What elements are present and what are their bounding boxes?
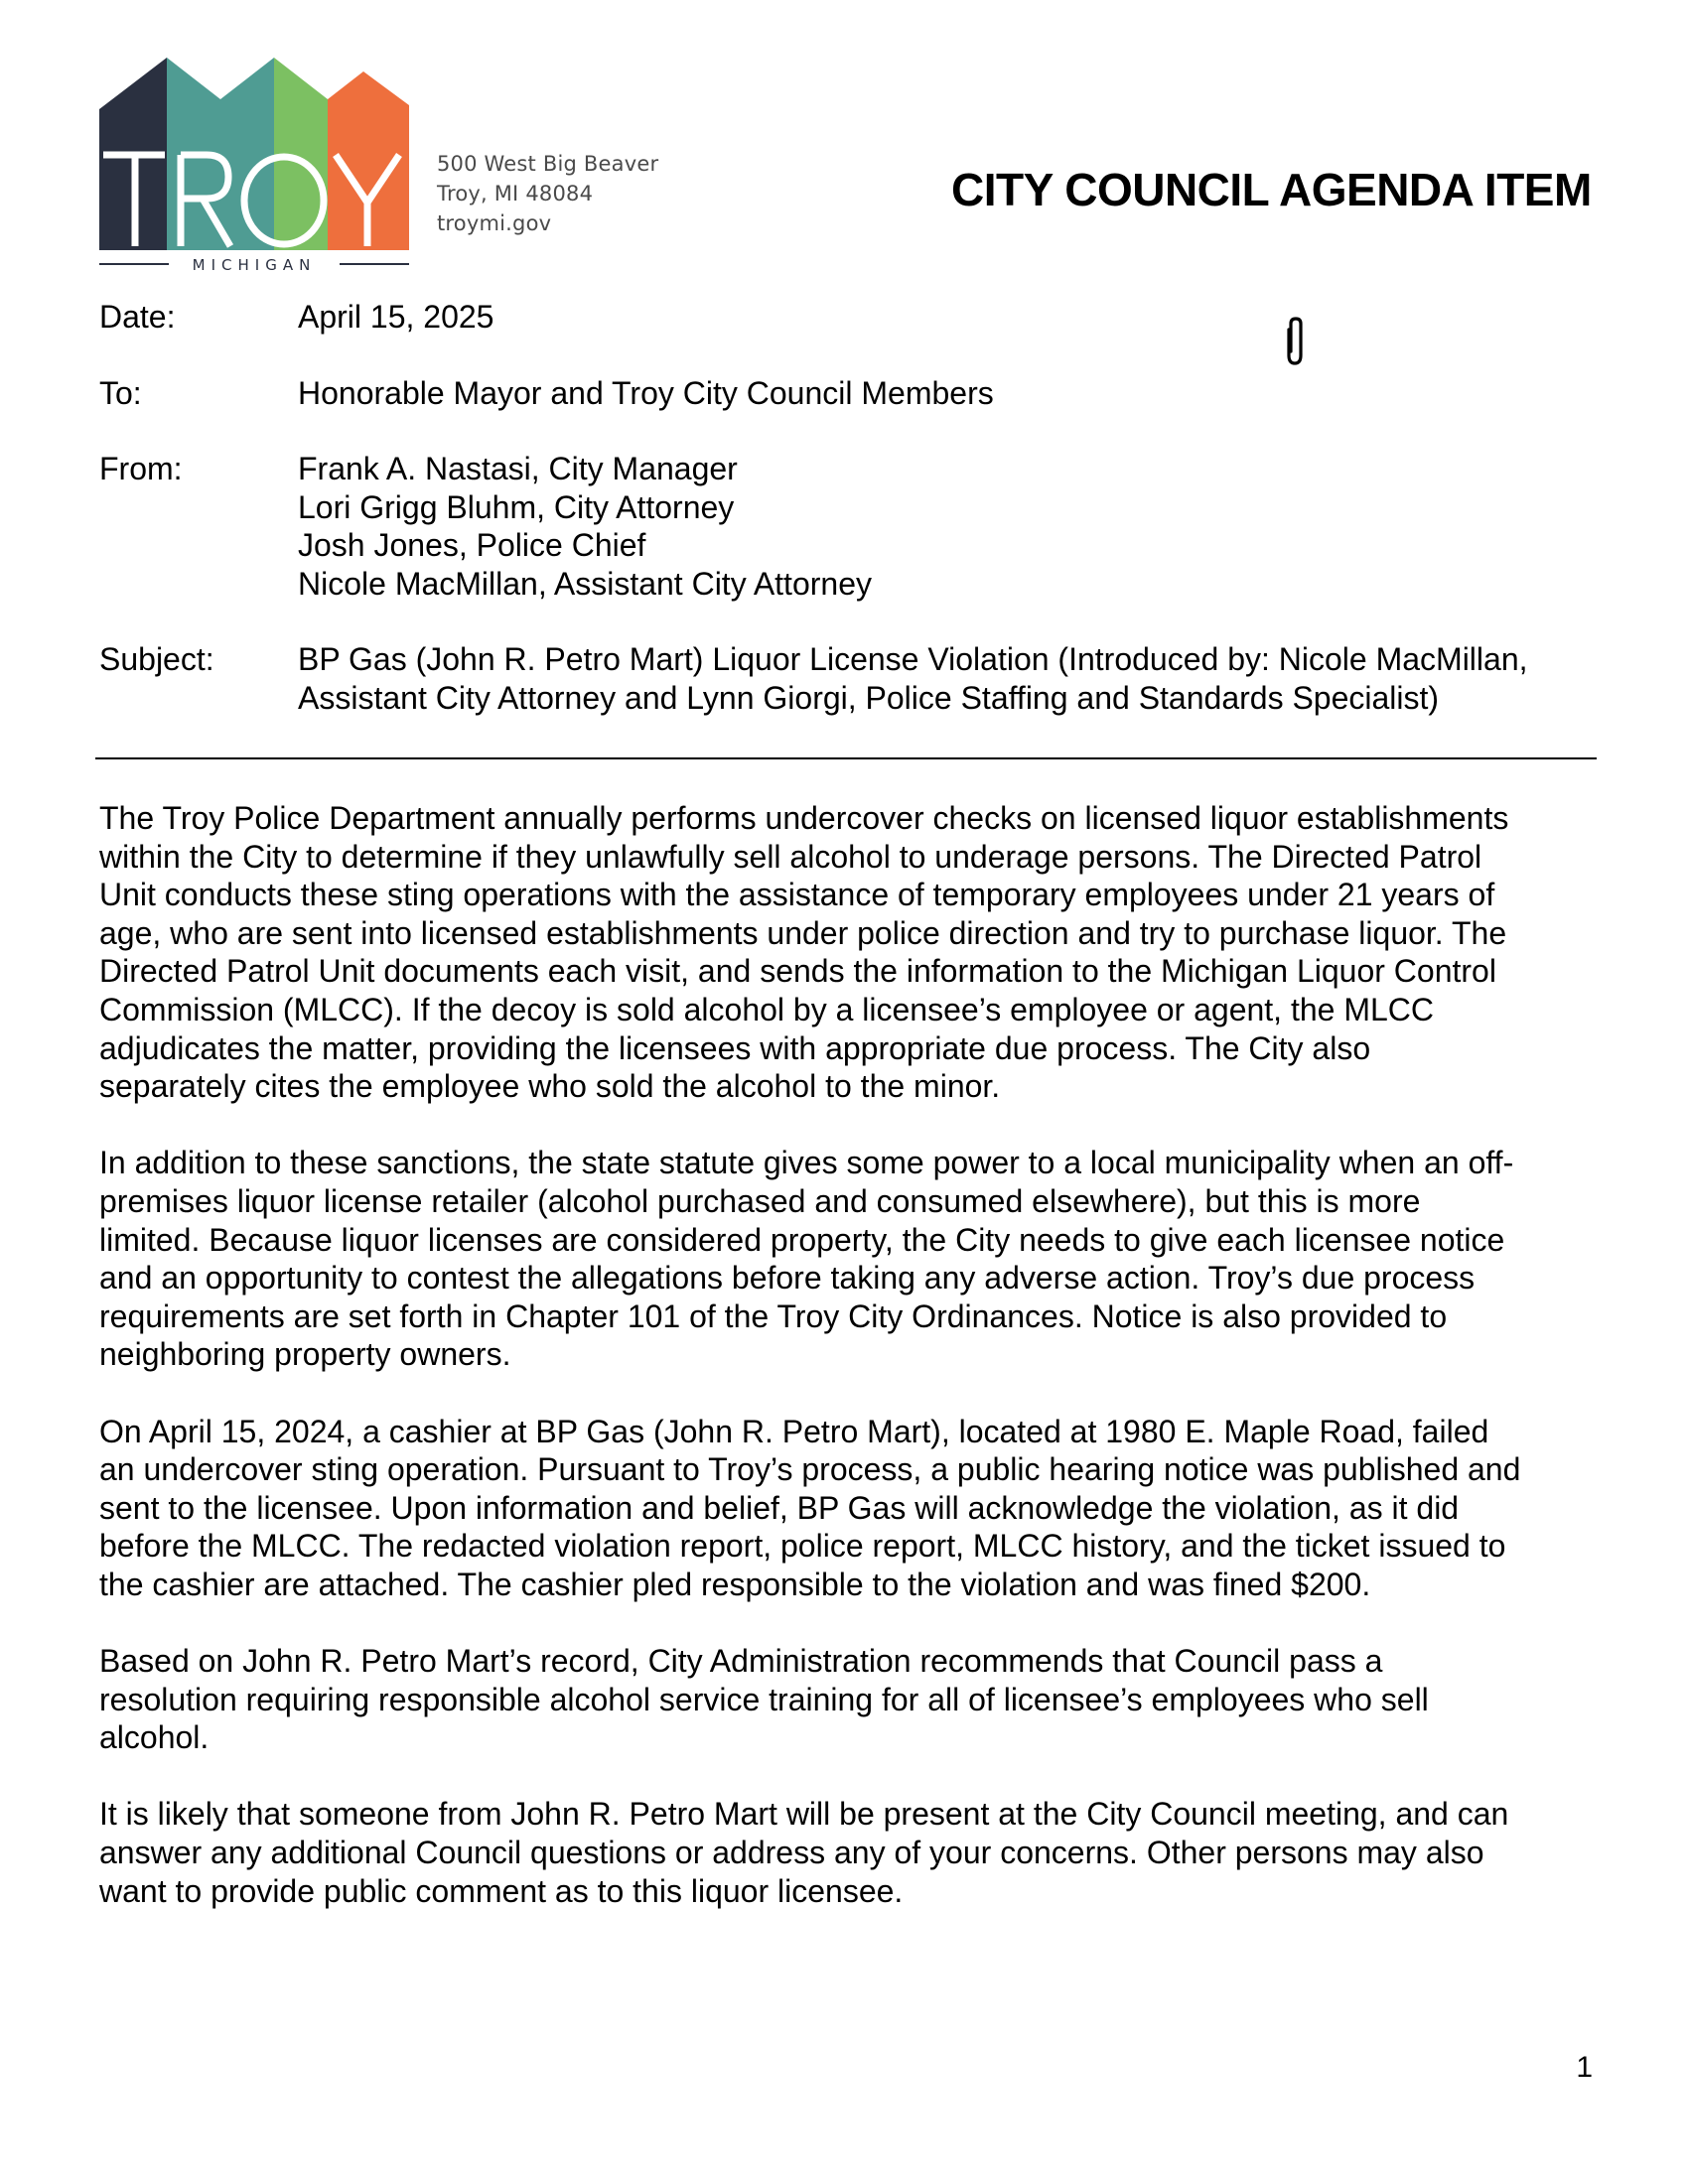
from-person: Nicole MacMillan, Assistant City Attorney <box>298 565 872 602</box>
body-paragraph <box>99 1413 1609 1604</box>
paragraph-line: Directed Patrol Unit documents each visit, and sends the information to the Michigan Liquor Control <box>99 953 1496 990</box>
website-line: troymi.gov <box>437 211 552 235</box>
header-divider <box>95 757 1597 759</box>
paragraph-line: within the City to determine if they unlawfully sell alcohol to underage persons. The Directed Patrol <box>99 838 1482 875</box>
subject-line: BP Gas (John R. Petro Mart) Liquor License Violation (Introduced by: Nicole MacMillan, <box>298 641 1528 677</box>
paragraph-line: before the MLCC. The redacted violation report, police report, MLCC history, and the ticket issued to <box>99 1528 1506 1565</box>
page-number: 1 <box>1576 2051 1593 2084</box>
from-label: From: <box>99 451 183 486</box>
paragraph-line: resolution requiring responsible alcohol service training for all of licensee’s employees who sell <box>99 1681 1429 1717</box>
paragraph-line: answer any additional Council questions or address any of your concerns. Other persons may also <box>99 1835 1484 1871</box>
paragraph-line: Unit conducts these sting operations with the assistance of temporary employees under 21 years of <box>99 877 1495 913</box>
from-person: Frank A. Nastasi, City Manager <box>298 451 738 486</box>
paragraph-line: and an opportunity to contest the allegations before taking any adverse action. Troy’s due process <box>99 1260 1476 1297</box>
body-paragraph <box>99 1795 1609 1910</box>
from-person: Josh Jones, Police Chief <box>298 527 646 563</box>
paragraph-line: Based on John R. Petro Mart’s record, City Administration recommends that Council pass a <box>99 1643 1383 1680</box>
paragraph-line: adjudicates the matter, providing the licensees with appropriate due process. The City also <box>99 1029 1371 1066</box>
date-row <box>99 298 1609 337</box>
from-values <box>298 450 1609 603</box>
subject-value <box>298 640 1609 717</box>
paragraph-line: an undercover sting operation. Pursuant to Troy’s process, a public hearing notice was published and <box>99 1451 1521 1488</box>
city-address <box>437 149 658 238</box>
paragraph-line: the cashier are attached. The cashier pled responsible to the violation and was fined $200. <box>99 1566 1371 1602</box>
paragraph-line: In addition to these sanctions, the state statute gives some power to a local municipality when an off- <box>99 1145 1514 1181</box>
paragraph-line: Commission (MLCC). If the decoy is sold alcohol by a licensee’s employee or agent, the MLCC <box>99 991 1434 1027</box>
paragraph-line: requirements are set forth in Chapter 101 of the Troy City Ordinances. Notice is also provided to <box>99 1297 1448 1334</box>
subject-row <box>99 640 1609 717</box>
paragraph-line: separately cites the employee who sold the alcohol to the minor. <box>99 1068 1001 1105</box>
to-row <box>99 374 1609 413</box>
paragraph-line: alcohol. <box>99 1719 210 1756</box>
memo-body <box>99 799 1609 1949</box>
page-title: CITY COUNCIL AGENDA ITEM <box>951 164 1592 215</box>
logo-subtext: MICHIGAN <box>192 256 317 274</box>
to-value: Honorable Mayor and Troy City Council Members <box>298 374 994 411</box>
paragraph-line: neighboring property owners. <box>99 1336 511 1373</box>
date-label: Date: <box>99 299 176 335</box>
paragraph-line: It is likely that someone from John R. Petro Mart will be present at the City Council meeting, and can <box>99 1796 1509 1833</box>
paragraph-line: sent to the licensee. Upon information and belief, BP Gas will acknowledge the violation, as it did <box>99 1489 1460 1526</box>
from-row <box>99 450 1609 603</box>
address-line: Troy, MI 48084 <box>437 182 594 205</box>
paragraph-line: The Troy Police Department annually performs undercover checks on licensed liquor establishments <box>99 800 1509 836</box>
to-label: To: <box>99 374 142 411</box>
body-paragraph <box>99 799 1609 1106</box>
date-value: April 15, 2025 <box>298 299 494 335</box>
memo-header <box>99 298 1609 717</box>
paragraph-line: On April 15, 2024, a cashier at BP Gas (John R. Petro Mart), located at 1980 E. Maple Road, failed <box>99 1413 1489 1449</box>
from-person: Lori Grigg Bluhm, City Attorney <box>298 488 735 525</box>
body-paragraph <box>99 1144 1609 1374</box>
troy-logo <box>99 58 409 274</box>
body-paragraph <box>99 1642 1609 1757</box>
paragraph-line: premises liquor license retailer (alcohol purchased and consumed elsewhere), but this is more <box>99 1182 1421 1219</box>
subject-line: Assistant City Attorney and Lynn Giorgi, Police Staffing and Standards Specialist) <box>298 679 1440 716</box>
paragraph-line: want to provide public comment as to this liquor licensee. <box>99 1872 904 1909</box>
paragraph-line: age, who are sent into licensed establishments under police direction and try to purchase liquor. The <box>99 914 1507 951</box>
paragraph-line: limited. Because liquor licenses are considered property, the City needs to give each licensee notice <box>99 1221 1505 1258</box>
address-line: 500 West Big Beaver <box>437 152 659 176</box>
subject-label: Subject: <box>99 641 214 677</box>
